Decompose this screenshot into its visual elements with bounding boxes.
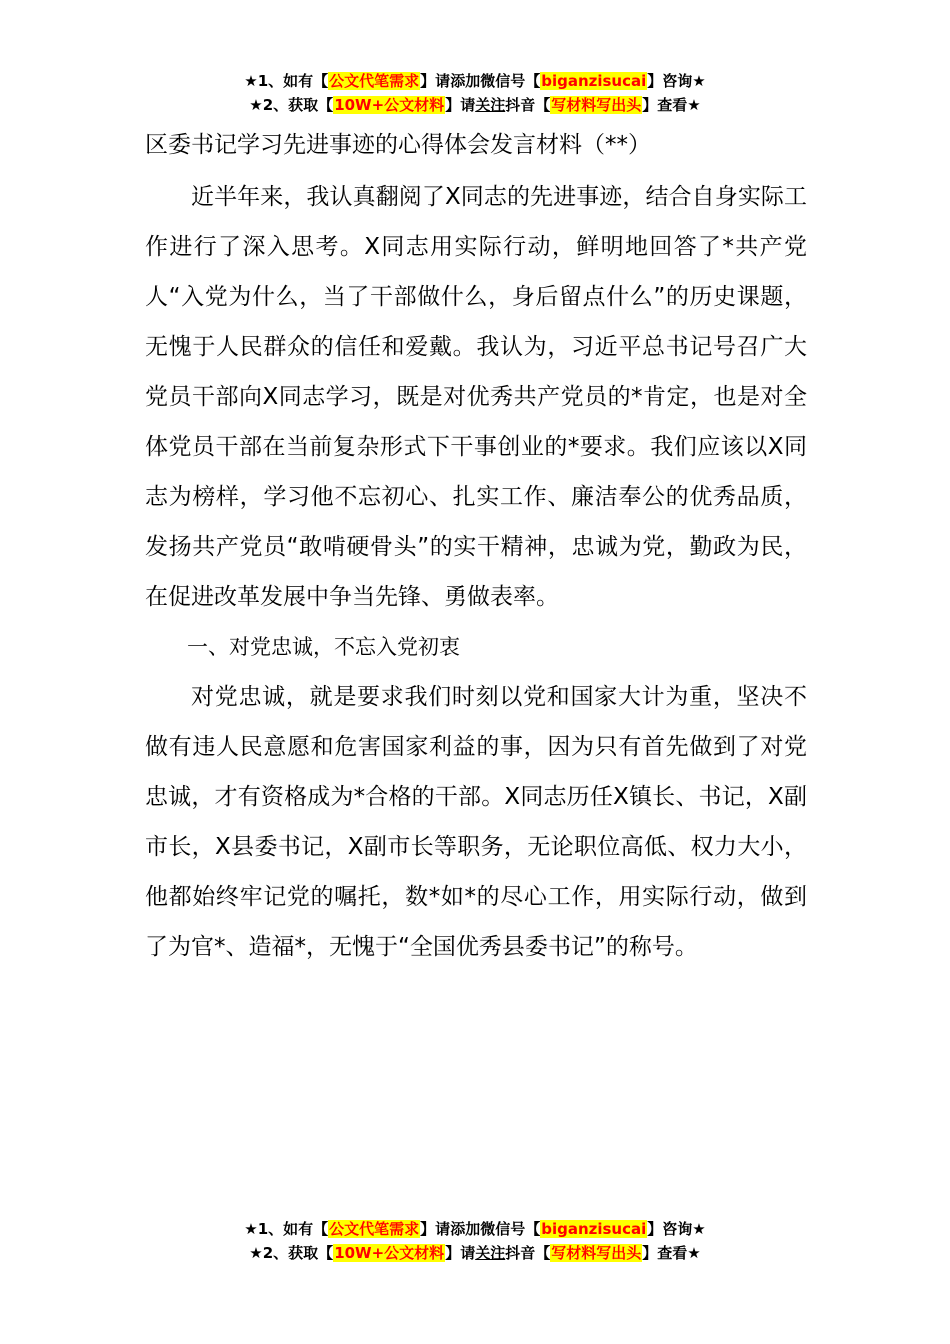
- promo-line-2: [0, 94, 950, 118]
- promo-highlight: 10W+公文材料: [334, 96, 445, 114]
- star-icon: ★: [244, 1220, 258, 1238]
- promo-wechat-id: biganzisucai: [541, 72, 647, 90]
- promo-text: 1、如有【: [257, 72, 329, 90]
- promo-emphasis: 关注: [475, 96, 506, 114]
- promo-emphasis: 添加: [450, 72, 481, 90]
- promo-highlight: 10W+公文材料: [334, 1244, 445, 1262]
- promo-emphasis: 关注: [475, 1244, 506, 1262]
- promo-text: 1、如有【: [257, 1220, 329, 1238]
- promo-douyin-id: 写材料写出头: [551, 1244, 642, 1262]
- promo-line-2: [0, 1242, 950, 1266]
- promo-text: 微信号【: [480, 72, 541, 90]
- star-icon: ★: [244, 72, 258, 90]
- promo-text: 】请: [420, 1220, 451, 1238]
- section-heading: 一、对党忠诚，不忘入党初衷: [187, 635, 460, 659]
- promo-line-1: [0, 1218, 950, 1242]
- promo-highlight: 公文代笔需求: [329, 1220, 420, 1238]
- promo-text: 2、获取【: [262, 1244, 334, 1262]
- document-title: 区委书记学习先进事迹的心得体会发言材料（**）: [145, 132, 651, 158]
- promo-text: 抖音【: [505, 96, 551, 114]
- promo-wechat-id: biganzisucai: [541, 1220, 647, 1238]
- promo-text: 】查看★: [642, 96, 701, 114]
- promo-emphasis: 添加: [450, 1220, 481, 1238]
- promo-text: 微信号【: [480, 1220, 541, 1238]
- promo-highlight: 公文代笔需求: [329, 72, 420, 90]
- body-paragraph: 近半年来，我认真翻阅了X同志的先进事迹，结合自身实际工作进行了深入思考。X同志用实际行动，鲜明地回答了*共产党人“入党为什么，当了干部做什么，身后留点什么”的历史课题，无愧于人民群众的信任和爱戴。我认为，习近平总书记号召广大党员干部向X同志学习，既是对优秀共产党员的*肯定，也是对全体党员干部在当前复杂形式下干事创业的*要求。我们应该以X同志为榜样，学习他不忘初心、扎实工作、廉洁奉公的优秀品质，发扬共产党员“敢啃硬骨头”的实干精神，忠诚为党，勤政为民，在促进改革发展中争当先锋、勇做表率。: [145, 184, 807, 610]
- promo-text: 】请: [420, 72, 451, 90]
- star-icon: ★: [249, 96, 263, 114]
- promo-text: 】请: [445, 1244, 476, 1262]
- promo-line-1: [0, 70, 950, 94]
- promo-text: 】查看★: [642, 1244, 701, 1262]
- document-body: [145, 172, 807, 972]
- promo-banner-top: [0, 70, 950, 118]
- star-icon: ★: [249, 1244, 263, 1262]
- promo-text: 抖音【: [505, 1244, 551, 1262]
- body-paragraph: 对党忠诚，就是要求我们时刻以党和国家大计为重，坚决不做有违人民意愿和危害国家利益的事，因为只有首先做到了对党忠诚，才有资格成为*合格的干部。X同志历任X镇长、书记，X副市长，X县委书记，X副市长等职务，无论职位高低、权力大小，他都始终牢记党的嘱托，数*如*的尽心工作，用实际行动，做到了为官*、造福*，无愧于“全国优秀县委书记”的称号。: [145, 684, 807, 960]
- promo-text: 】请: [445, 96, 476, 114]
- promo-banner-bottom: [0, 1218, 950, 1266]
- promo-text: 】咨询★: [647, 72, 706, 90]
- promo-text: 】咨询★: [647, 1220, 706, 1238]
- promo-douyin-id: 写材料写出头: [551, 96, 642, 114]
- promo-text: 2、获取【: [262, 96, 334, 114]
